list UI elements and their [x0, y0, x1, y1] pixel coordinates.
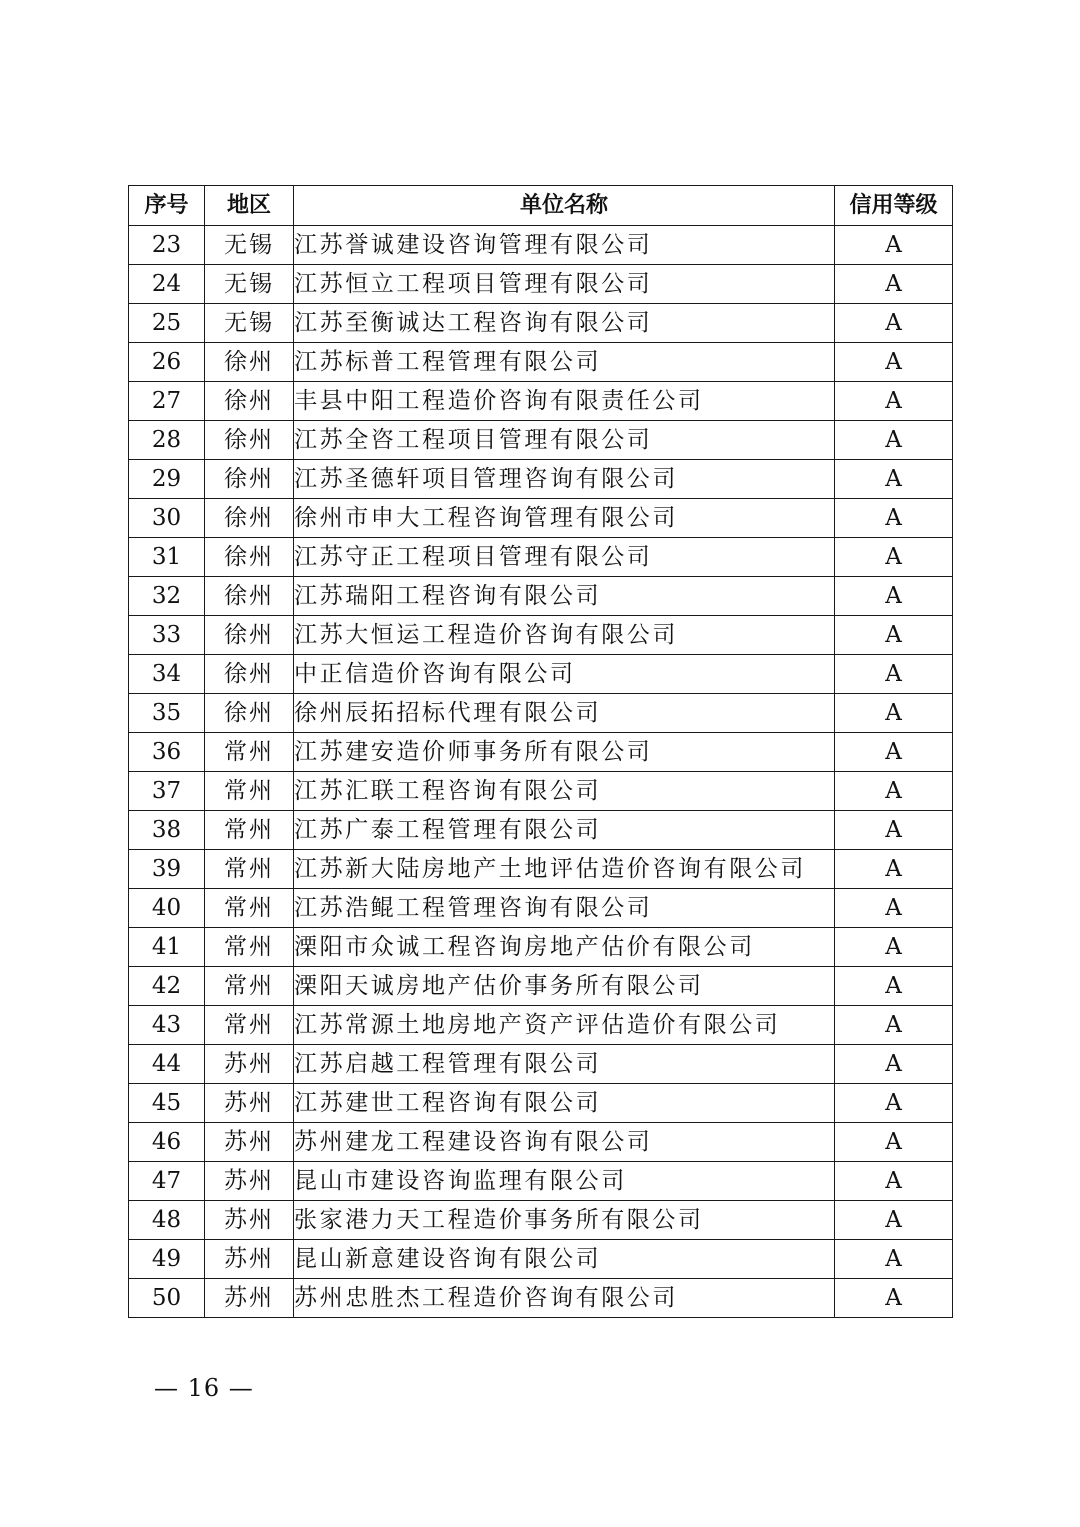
credit-grade-cell: A	[835, 616, 953, 655]
serial-number-cell: 45	[129, 1084, 205, 1123]
credit-rating-table	[128, 185, 953, 1318]
table-row	[129, 733, 953, 772]
table-row	[129, 460, 953, 499]
company-name-cell: 昆山市建设咨询监理有限公司	[294, 1162, 835, 1201]
company-name-cell: 溧阳天诚房地产估价事务所有限公司	[294, 967, 835, 1006]
credit-grade-cell: A	[835, 694, 953, 733]
serial-number-cell: 50	[129, 1279, 205, 1318]
serial-number-cell: 37	[129, 772, 205, 811]
credit-grade-cell: A	[835, 226, 953, 265]
company-name-cell: 徐州市申大工程咨询管理有限公司	[294, 499, 835, 538]
company-name-cell: 江苏誉诚建设咨询管理有限公司	[294, 226, 835, 265]
serial-number-cell: 30	[129, 499, 205, 538]
serial-number-cell: 47	[129, 1162, 205, 1201]
serial-number-cell: 38	[129, 811, 205, 850]
credit-grade-cell: A	[835, 1123, 953, 1162]
table-row	[129, 1240, 953, 1279]
company-name-cell: 昆山新意建设咨询有限公司	[294, 1240, 835, 1279]
credit-grade-cell: A	[835, 1240, 953, 1279]
serial-number-cell: 25	[129, 304, 205, 343]
header-credit-grade: 信用等级	[835, 186, 953, 226]
serial-number-cell: 39	[129, 850, 205, 889]
table-row	[129, 889, 953, 928]
table-row	[129, 655, 953, 694]
region-cell: 无锡	[205, 265, 294, 304]
credit-grade-cell: A	[835, 1045, 953, 1084]
table-row	[129, 304, 953, 343]
credit-grade-cell: A	[835, 499, 953, 538]
region-cell: 无锡	[205, 304, 294, 343]
table-row	[129, 694, 953, 733]
serial-number-cell: 35	[129, 694, 205, 733]
region-cell: 常州	[205, 889, 294, 928]
company-name-cell: 江苏守正工程项目管理有限公司	[294, 538, 835, 577]
company-name-cell: 徐州辰拓招标代理有限公司	[294, 694, 835, 733]
region-cell: 苏州	[205, 1084, 294, 1123]
region-cell: 常州	[205, 772, 294, 811]
region-cell: 徐州	[205, 343, 294, 382]
credit-grade-cell: A	[835, 382, 953, 421]
table-row	[129, 421, 953, 460]
company-name-cell: 江苏广泰工程管理有限公司	[294, 811, 835, 850]
company-name-cell: 江苏瑞阳工程咨询有限公司	[294, 577, 835, 616]
region-cell: 苏州	[205, 1240, 294, 1279]
region-cell: 常州	[205, 1006, 294, 1045]
credit-grade-cell: A	[835, 304, 953, 343]
region-cell: 无锡	[205, 226, 294, 265]
region-cell: 常州	[205, 928, 294, 967]
company-name-cell: 江苏启越工程管理有限公司	[294, 1045, 835, 1084]
region-cell: 徐州	[205, 421, 294, 460]
company-name-cell: 江苏浩鲲工程管理咨询有限公司	[294, 889, 835, 928]
table-header-row	[129, 186, 953, 226]
region-cell: 徐州	[205, 616, 294, 655]
table-row	[129, 265, 953, 304]
credit-grade-cell: A	[835, 811, 953, 850]
table-row	[129, 1045, 953, 1084]
credit-grade-cell: A	[835, 967, 953, 1006]
table-row	[129, 343, 953, 382]
serial-number-cell: 48	[129, 1201, 205, 1240]
table-row	[129, 577, 953, 616]
region-cell: 常州	[205, 850, 294, 889]
credit-grade-cell: A	[835, 1279, 953, 1318]
company-name-cell: 张家港力天工程造价事务所有限公司	[294, 1201, 835, 1240]
credit-grade-cell: A	[835, 850, 953, 889]
region-cell: 徐州	[205, 694, 294, 733]
serial-number-cell: 46	[129, 1123, 205, 1162]
credit-grade-cell: A	[835, 343, 953, 382]
credit-grade-cell: A	[835, 655, 953, 694]
credit-grade-cell: A	[835, 772, 953, 811]
table-row	[129, 772, 953, 811]
serial-number-cell: 23	[129, 226, 205, 265]
credit-grade-cell: A	[835, 265, 953, 304]
region-cell: 常州	[205, 733, 294, 772]
page-number: — 16 —	[154, 1374, 254, 1402]
region-cell: 苏州	[205, 1162, 294, 1201]
credit-grade-cell: A	[835, 1201, 953, 1240]
company-name-cell: 江苏新大陆房地产土地评估造价咨询有限公司	[294, 850, 835, 889]
company-name-cell: 溧阳市众诚工程咨询房地产估价有限公司	[294, 928, 835, 967]
serial-number-cell: 40	[129, 889, 205, 928]
company-name-cell: 丰县中阳工程造价咨询有限责任公司	[294, 382, 835, 421]
serial-number-cell: 28	[129, 421, 205, 460]
company-name-cell: 江苏大恒运工程造价咨询有限公司	[294, 616, 835, 655]
serial-number-cell: 41	[129, 928, 205, 967]
region-cell: 苏州	[205, 1201, 294, 1240]
region-cell: 徐州	[205, 499, 294, 538]
serial-number-cell: 49	[129, 1240, 205, 1279]
company-name-cell: 江苏建世工程咨询有限公司	[294, 1084, 835, 1123]
company-name-cell: 中正信造价咨询有限公司	[294, 655, 835, 694]
serial-number-cell: 24	[129, 265, 205, 304]
header-region: 地区	[205, 186, 294, 226]
credit-grade-cell: A	[835, 577, 953, 616]
company-name-cell: 江苏建安造价师事务所有限公司	[294, 733, 835, 772]
company-name-cell: 江苏恒立工程项目管理有限公司	[294, 265, 835, 304]
serial-number-cell: 42	[129, 967, 205, 1006]
credit-grade-cell: A	[835, 421, 953, 460]
credit-grade-cell: A	[835, 733, 953, 772]
serial-number-cell: 31	[129, 538, 205, 577]
table-row	[129, 1201, 953, 1240]
company-name-cell: 江苏圣德轩项目管理咨询有限公司	[294, 460, 835, 499]
company-name-cell: 江苏全咨工程项目管理有限公司	[294, 421, 835, 460]
credit-grade-cell: A	[835, 1162, 953, 1201]
credit-grade-cell: A	[835, 1006, 953, 1045]
serial-number-cell: 36	[129, 733, 205, 772]
credit-grade-cell: A	[835, 538, 953, 577]
serial-number-cell: 27	[129, 382, 205, 421]
company-name-cell: 苏州建龙工程建设咨询有限公司	[294, 1123, 835, 1162]
region-cell: 苏州	[205, 1279, 294, 1318]
table-row	[129, 1279, 953, 1318]
region-cell: 徐州	[205, 538, 294, 577]
region-cell: 苏州	[205, 1045, 294, 1084]
company-name-cell: 江苏至衡诚达工程咨询有限公司	[294, 304, 835, 343]
region-cell: 徐州	[205, 655, 294, 694]
table-row	[129, 499, 953, 538]
table-row	[129, 1123, 953, 1162]
region-cell: 徐州	[205, 382, 294, 421]
region-cell: 徐州	[205, 577, 294, 616]
table-row	[129, 811, 953, 850]
credit-grade-cell: A	[835, 460, 953, 499]
serial-number-cell: 32	[129, 577, 205, 616]
credit-grade-cell: A	[835, 1084, 953, 1123]
serial-number-cell: 43	[129, 1006, 205, 1045]
region-cell: 苏州	[205, 1123, 294, 1162]
region-cell: 徐州	[205, 460, 294, 499]
table-row	[129, 538, 953, 577]
table-row	[129, 226, 953, 265]
table-row	[129, 1162, 953, 1201]
company-name-cell: 江苏汇联工程咨询有限公司	[294, 772, 835, 811]
company-name-cell: 苏州忠胜杰工程造价咨询有限公司	[294, 1279, 835, 1318]
serial-number-cell: 33	[129, 616, 205, 655]
serial-number-cell: 29	[129, 460, 205, 499]
table-row	[129, 1006, 953, 1045]
serial-number-cell: 44	[129, 1045, 205, 1084]
credit-grade-cell: A	[835, 889, 953, 928]
serial-number-cell: 26	[129, 343, 205, 382]
table-row	[129, 928, 953, 967]
company-name-cell: 江苏常源土地房地产资产评估造价有限公司	[294, 1006, 835, 1045]
company-name-cell: 江苏标普工程管理有限公司	[294, 343, 835, 382]
region-cell: 常州	[205, 967, 294, 1006]
header-company-name: 单位名称	[294, 186, 835, 226]
header-serial-number: 序号	[129, 186, 205, 226]
table-row	[129, 967, 953, 1006]
credit-grade-cell: A	[835, 928, 953, 967]
table-body	[129, 226, 953, 1318]
table-row	[129, 382, 953, 421]
table-row	[129, 1084, 953, 1123]
region-cell: 常州	[205, 811, 294, 850]
table-row	[129, 850, 953, 889]
table-row	[129, 616, 953, 655]
serial-number-cell: 34	[129, 655, 205, 694]
